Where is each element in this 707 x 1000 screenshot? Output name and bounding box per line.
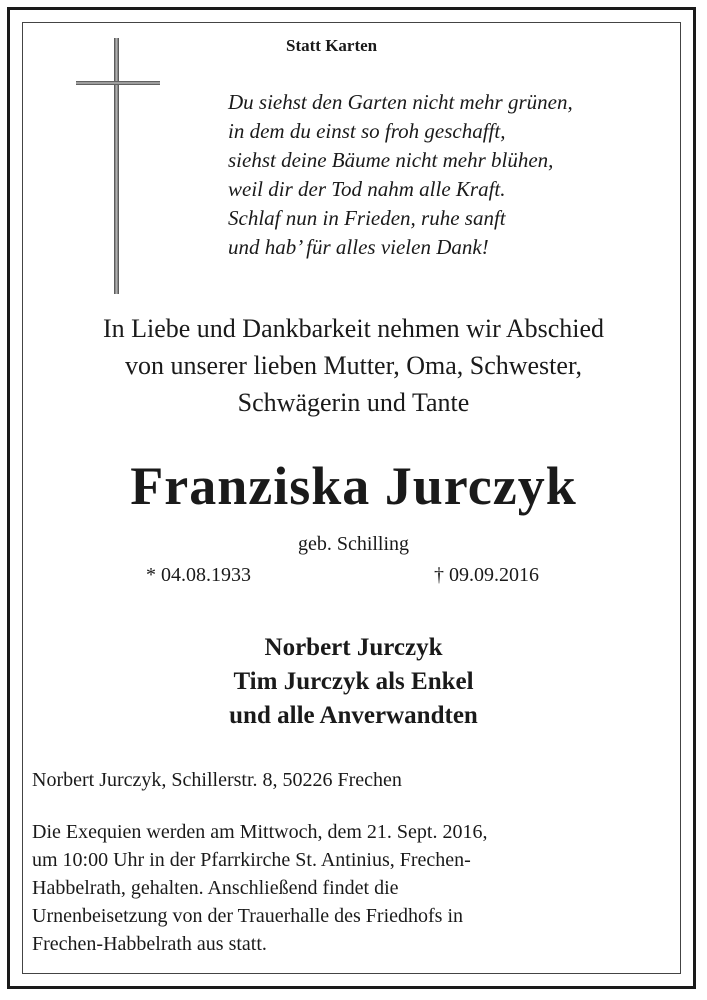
poem-line: weil dir der Tod nahm alle Kraft. <box>228 177 506 201</box>
intro-line: In Liebe und Dankbarkeit nehmen wir Abschied <box>102 314 605 343</box>
poem-line: siehst deine Bäume nicht mehr blühen, <box>228 148 554 172</box>
deceased-name: Franziska Jurczyk <box>130 456 577 516</box>
death-date: † 09.09.2016 <box>434 564 539 586</box>
poem-line: in dem du einst so froh geschafft, <box>228 119 506 143</box>
service-line: um 10:00 Uhr in der Pfarrkirche St. Antinius, Frechen- <box>32 849 471 871</box>
service-line: Urnenbeisetzung von der Trauerhalle des Friedhofs in <box>32 905 464 927</box>
service-details <box>32 818 672 958</box>
cross-icon <box>74 36 164 298</box>
poem <box>228 88 668 262</box>
mourner-line: Tim Jurczyk als Enkel <box>233 668 474 695</box>
intro-line: von unserer lieben Mutter, Oma, Schwester, <box>124 351 583 380</box>
service-line: Die Exequien werden am Mittwoch, dem 21. Sept. 2016, <box>32 821 488 843</box>
maiden-name: geb. Schilling <box>297 533 410 555</box>
statt-karten-heading: Statt Karten <box>286 36 378 55</box>
intro-line: Schwägerin und Tante <box>237 388 470 417</box>
mourners <box>0 631 707 733</box>
service-line: Frechen-Habbelrath aus statt. <box>32 933 267 955</box>
service-line: Habbelrath, gehalten. Anschließend findet die <box>32 877 399 899</box>
mourner-line: und alle Anverwandten <box>229 702 478 729</box>
farewell-intro <box>20 310 687 421</box>
mourner-line: Norbert Jurczyk <box>264 634 443 661</box>
poem-line: und hab’ für alles vielen Dank! <box>228 235 489 259</box>
poem-line: Schlaf nun in Frieden, ruhe sanft <box>228 206 506 230</box>
contact-address: Norbert Jurczyk, Schillerstr. 8, 50226 Frechen <box>32 769 402 791</box>
birth-date: * 04.08.1933 <box>146 564 251 586</box>
poem-line: Du siehst den Garten nicht mehr grünen, <box>228 90 573 114</box>
